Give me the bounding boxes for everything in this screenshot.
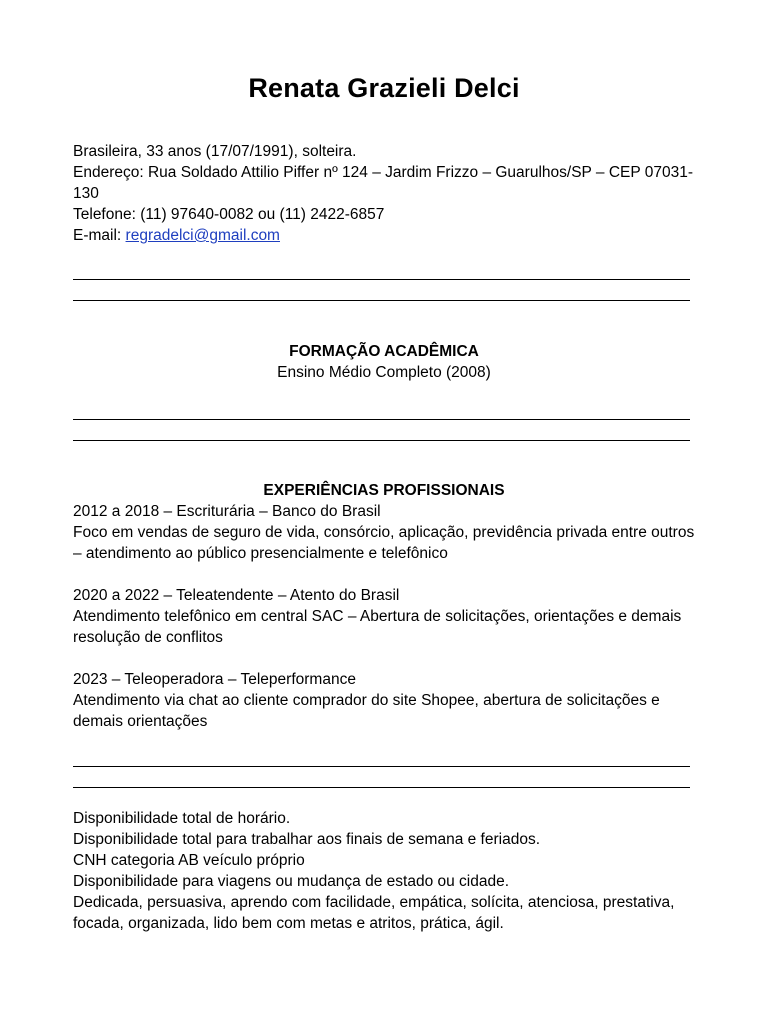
job-description: Atendimento via chat ao cliente comprador do site Shopee, abertura de solicitações e demais orientações bbox=[73, 692, 660, 730]
job-description: Foco em vendas de seguro de vida, consórcio, aplicação, previdência privada entre outros – atendimento ao público presencialmente e telefônico bbox=[73, 524, 695, 562]
experience-section bbox=[73, 480, 695, 732]
divider bbox=[73, 766, 690, 767]
additional-info bbox=[73, 808, 695, 934]
divider bbox=[73, 440, 690, 441]
job-description: Atendimento telefônico em central SAC – Abertura de solicitações, orientações e demais resolução de conflitos bbox=[73, 608, 682, 646]
phone: Telefone: (11) 97640-0082 ou (11) 2422-6857 bbox=[73, 206, 385, 223]
job-title: 2020 a 2022 – Teleatendente – Atento do Brasil bbox=[73, 587, 400, 604]
divider bbox=[73, 787, 690, 788]
education-section bbox=[73, 341, 695, 383]
job-title: 2023 – Teleoperadora – Teleperformance bbox=[73, 671, 356, 688]
divider bbox=[73, 419, 690, 420]
email-line bbox=[73, 225, 695, 246]
availability-item: Disponibilidade total de horário. bbox=[73, 810, 291, 827]
job-title: 2012 a 2018 – Escriturária – Banco do Brasil bbox=[73, 503, 381, 520]
divider bbox=[73, 279, 690, 280]
personal-line: Brasileira, 33 anos (17/07/1991), solteira. bbox=[73, 143, 357, 160]
availability-item: Disponibilidade para viagens ou mudança de estado ou cidade. bbox=[73, 873, 510, 890]
email-label: E-mail: bbox=[73, 227, 126, 244]
traits-item: Dedicada, persuasiva, aprendo com facilidade, empática, solícita, atenciosa, prestativa, focada, organizada, lido bem com metas e atritos, prática, ágil. bbox=[73, 894, 675, 932]
personal-info bbox=[73, 141, 695, 246]
license-item: CNH categoria AB veículo próprio bbox=[73, 852, 305, 869]
divider bbox=[73, 300, 690, 301]
education-heading: FORMAÇÃO ACADÊMICA bbox=[289, 343, 479, 360]
experience-heading: EXPERIÊNCIAS PROFISSIONAIS bbox=[263, 482, 505, 499]
address: Endereço: Rua Soldado Attilio Piffer nº 124 – Jardim Frizzo – Guarulhos/SP – CEP 07031-130 bbox=[73, 164, 693, 202]
availability-item: Disponibilidade total para trabalhar aos finais de semana e feriados. bbox=[73, 831, 541, 848]
email-link[interactable]: regradelci@gmail.com bbox=[125, 227, 280, 244]
candidate-name: Renata Grazieli Delci bbox=[248, 73, 520, 103]
education-item: Ensino Médio Completo (2008) bbox=[277, 364, 491, 381]
